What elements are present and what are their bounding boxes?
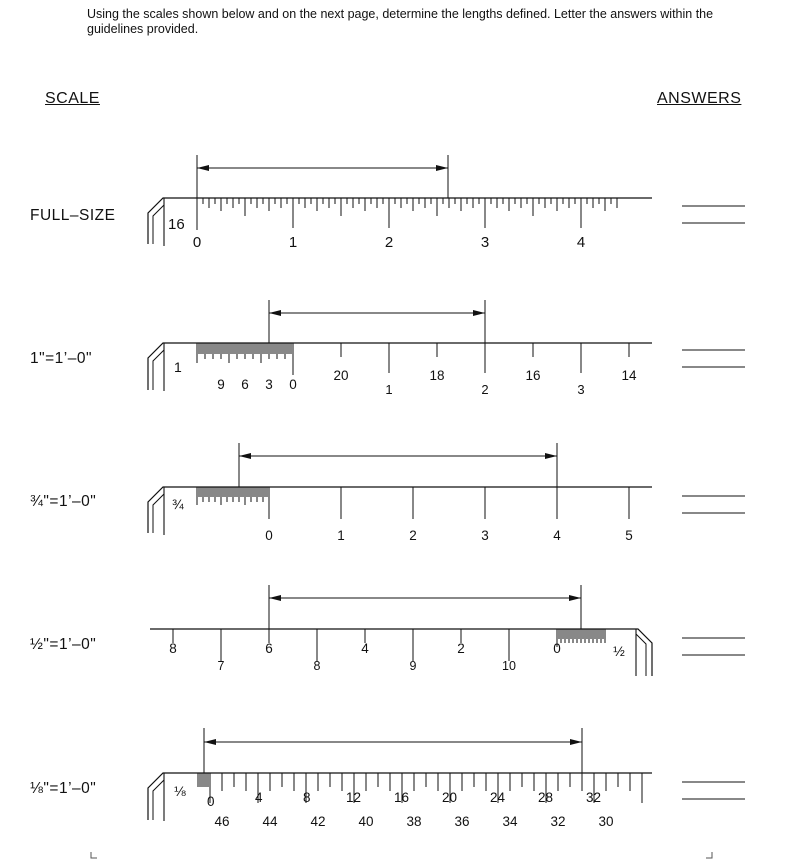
svg-text:3: 3 <box>480 234 490 251</box>
svg-text:6: 6 <box>241 377 249 392</box>
svg-text:1: 1 <box>174 359 182 375</box>
svg-text:38: 38 <box>406 814 422 829</box>
svg-text:2: 2 <box>457 641 465 656</box>
eighth-inch-scale <box>148 728 745 829</box>
svg-text:32: 32 <box>586 790 602 805</box>
svg-text:¾: ¾ <box>172 496 184 512</box>
svg-text:16: 16 <box>394 790 410 805</box>
three-quarter-scale <box>148 443 745 543</box>
svg-text:8: 8 <box>303 790 311 805</box>
svg-text:2: 2 <box>409 528 417 543</box>
svg-text:32: 32 <box>550 814 566 829</box>
answers-header: ANSWERS <box>657 90 742 107</box>
svg-text:2: 2 <box>384 234 394 251</box>
full-size-scale <box>148 155 745 251</box>
svg-text:1: 1 <box>288 234 298 251</box>
svg-text:36: 36 <box>454 814 470 829</box>
scale-label-1-8-inch: ⅛"=1’–0" <box>30 780 97 797</box>
svg-text:28: 28 <box>538 790 554 805</box>
scale-mark-16: 16 <box>168 216 185 233</box>
svg-text:4: 4 <box>576 234 586 251</box>
svg-text:⅛: ⅛ <box>174 783 186 799</box>
svg-text:9: 9 <box>409 659 417 673</box>
svg-text:20: 20 <box>442 790 458 805</box>
svg-text:10: 10 <box>502 659 516 673</box>
scale-header: SCALE <box>45 90 100 107</box>
svg-text:4: 4 <box>255 790 263 805</box>
svg-text:34: 34 <box>502 814 518 829</box>
svg-text:3: 3 <box>577 382 585 397</box>
svg-text:6: 6 <box>265 641 273 656</box>
svg-text:½: ½ <box>613 643 625 659</box>
svg-text:0: 0 <box>289 377 297 392</box>
svg-text:4: 4 <box>553 528 561 543</box>
svg-text:7: 7 <box>217 659 225 673</box>
scale-label-1-inch: 1"=1’–0" <box>30 350 92 367</box>
svg-text:4: 4 <box>361 641 369 656</box>
svg-text:0: 0 <box>553 641 561 656</box>
svg-text:1: 1 <box>385 382 393 397</box>
svg-text:8: 8 <box>313 659 321 673</box>
svg-text:46: 46 <box>214 814 230 829</box>
svg-text:0: 0 <box>207 794 215 809</box>
svg-text:14: 14 <box>621 368 637 383</box>
half-inch-scale <box>150 585 745 676</box>
corner-mark-right <box>706 852 712 858</box>
svg-text:3: 3 <box>265 377 273 392</box>
scale-label-full-size: FULL–SIZE <box>30 207 116 224</box>
svg-text:5: 5 <box>625 528 633 543</box>
svg-text:12: 12 <box>346 790 362 805</box>
svg-text:24: 24 <box>490 790 506 805</box>
svg-text:0: 0 <box>265 528 273 543</box>
svg-text:2: 2 <box>481 382 489 397</box>
svg-text:18: 18 <box>429 368 445 383</box>
svg-text:8: 8 <box>169 641 177 656</box>
one-inch-scale <box>148 300 745 397</box>
svg-text:40: 40 <box>358 814 374 829</box>
instructions-text: Using the scales shown below and on the next page, determine the lengths defined. Letter the answers within the guidelines provided. <box>87 7 714 36</box>
svg-text:20: 20 <box>333 368 349 383</box>
scale-label-1-2-inch: ½"=1’–0" <box>30 636 97 653</box>
svg-text:1: 1 <box>337 528 345 543</box>
svg-text:30: 30 <box>598 814 614 829</box>
svg-text:9: 9 <box>217 377 225 392</box>
svg-text:16: 16 <box>525 368 541 383</box>
svg-text:42: 42 <box>310 814 326 829</box>
svg-text:0: 0 <box>192 234 202 251</box>
svg-text:44: 44 <box>262 814 278 829</box>
corner-mark-left <box>91 852 97 858</box>
svg-text:3: 3 <box>481 528 489 543</box>
scale-label-3-4-inch: ¾"=1’–0" <box>30 493 97 510</box>
